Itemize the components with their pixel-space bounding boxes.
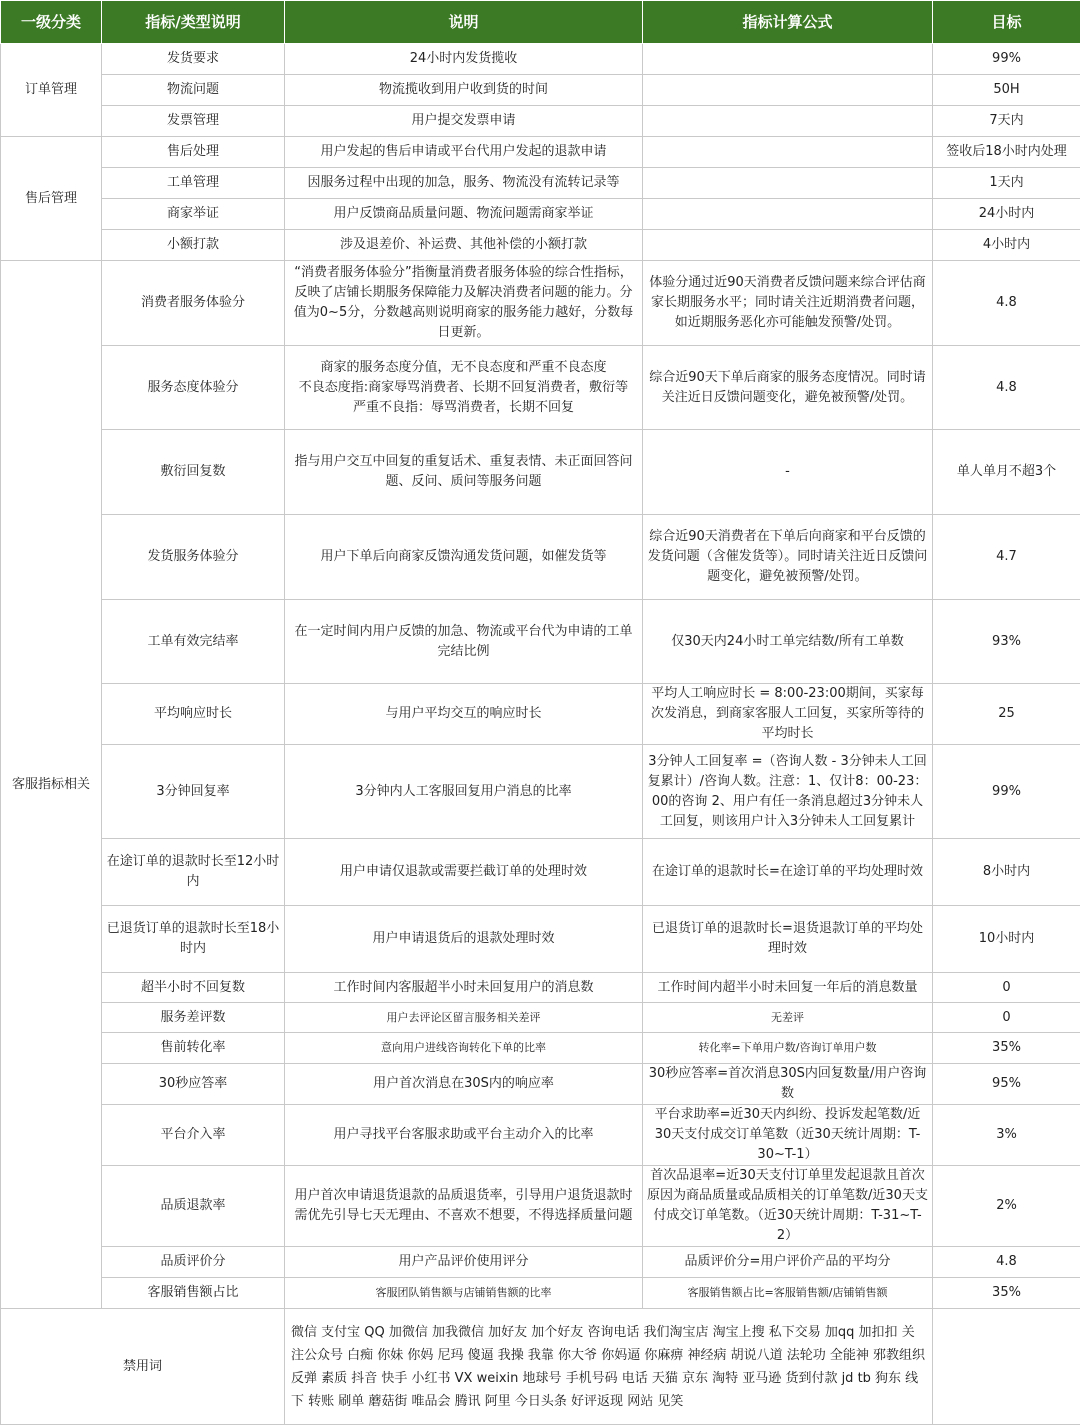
description-cell: 用户去评论区留言服务相关差评 (285, 1003, 643, 1033)
target-cell: 99% (933, 44, 1080, 75)
target-cell: 1天内 (933, 168, 1080, 199)
description-cell: 用户提交发票申请 (285, 106, 643, 137)
banned-target-empty (933, 1309, 1080, 1425)
description-cell: 用户反馈商品质量问题、物流问题需商家举证 (285, 199, 643, 230)
formula-cell: 平均人工响应时长 = 8:00-23:00期间，买家每次发消息，到商家客服人工回复，买家所等待的平均时长 (643, 684, 933, 745)
description-cell: 用户寻找平台客服求助或平台主动介入的比率 (285, 1105, 643, 1166)
formula-cell: 在途订单的退款时长=在途订单的平均处理时效 (643, 839, 933, 906)
description-cell: 用户产品评价使用评分 (285, 1247, 643, 1278)
table-row (1, 75, 1080, 106)
target-cell: 单人单月不超3个 (933, 430, 1080, 515)
banned-words-row (1, 1309, 1080, 1425)
metric-name-cell: 物流问题 (102, 75, 285, 106)
description-cell: 用户下单后向商家反馈沟通发货问题，如催发货等 (285, 515, 643, 600)
formula-cell (643, 75, 933, 106)
table-row (1, 168, 1080, 199)
formula-cell: 平台求助率=近30天内纠纷、投诉发起笔数/近30天支付成交订单笔数（近30天统计周期：T-30~T-1） (643, 1105, 933, 1166)
table-row (1, 600, 1080, 684)
formula-cell: 综合近90天下单后商家的服务态度情况。同时请关注近日反馈问题变化，避免被预警/处罚。 (643, 346, 933, 430)
metric-name-cell: 平均响应时长 (102, 684, 285, 745)
target-cell: 4.7 (933, 515, 1080, 600)
table-row (1, 906, 1080, 973)
table-row (1, 839, 1080, 906)
header-target: 目标 (933, 1, 1080, 44)
description-cell: 用户申请仅退款或需要拦截订单的处理时效 (285, 839, 643, 906)
metric-name-cell: 敷衍回复数 (102, 430, 285, 515)
metric-name-cell: 客服销售额占比 (102, 1278, 285, 1309)
target-cell: 10小时内 (933, 906, 1080, 973)
formula-cell (643, 230, 933, 261)
target-cell: 4.8 (933, 261, 1080, 346)
table-row (1, 137, 1080, 168)
table-row (1, 1064, 1080, 1105)
category-cell: 售后管理 (1, 137, 102, 261)
target-cell: 95% (933, 1064, 1080, 1105)
formula-cell: - (643, 430, 933, 515)
formula-cell: 3分钟人工回复率 =（咨询人数 - 3分钟未人工回复累计）/咨询人数。注意：1、仅计8：00-23：00的咨询 2、用户有任一条消息超过3分钟未人工回复，则该用户计入3分钟未人工回复累计 (643, 745, 933, 839)
formula-cell: 转化率=下单用户数/咨询订单用户数 (643, 1033, 933, 1064)
formula-cell (643, 168, 933, 199)
table-row (1, 515, 1080, 600)
table-row (1, 1003, 1080, 1033)
header-description: 说明 (285, 1, 643, 44)
target-cell: 35% (933, 1033, 1080, 1064)
banned-words-text: 微信 支付宝 QQ 加微信 加我微信 加好友 加个好友 咨询电话 我们淘宝店 淘宝上搜 私下交易 加qq 加扣扣 关注公众号 白痴 你妹 你妈 尼玛 傻逼 我操 我靠 你大爷 你妈逼 你麻痹 神经病 胡说八道 法轮功 全能神 邪教组织 反弹 素质 抖音 快手 小红书 VX weixin 地球号 手机号码 电话 天猫 京东 淘特 亚马逊 货到付款 jd tb 狗东 线下 转账 刷单 蘑菇街 唯品会 腾讯 阿里 今日头条 好评返现 网站 见笑 (285, 1309, 933, 1425)
category-cell: 订单管理 (1, 44, 102, 137)
description-cell: 意向用户进线咨询转化下单的比率 (285, 1033, 643, 1064)
metric-name-cell: 服务态度体验分 (102, 346, 285, 430)
table-row (1, 684, 1080, 745)
formula-cell (643, 199, 933, 230)
formula-cell: 已退货订单的退款时长=退货退款订单的平均处理时效 (643, 906, 933, 973)
description-cell: 客服团队销售额与店铺销售额的比率 (285, 1278, 643, 1309)
target-cell: 2% (933, 1166, 1080, 1247)
description-cell: 与用户平均交互的响应时长 (285, 684, 643, 745)
metric-name-cell: 发货要求 (102, 44, 285, 75)
formula-cell: 体验分通过近90天消费者反馈问题来综合评估商家长期服务水平；同时请关注近期消费者问题，如近期服务恶化亦可能触发预警/处罚。 (643, 261, 933, 346)
target-cell: 24小时内 (933, 199, 1080, 230)
metric-name-cell: 工单有效完结率 (102, 600, 285, 684)
description-cell: 24小时内发货揽收 (285, 44, 643, 75)
target-cell: 99% (933, 745, 1080, 839)
metric-name-cell: 发货服务体验分 (102, 515, 285, 600)
table-row (1, 745, 1080, 839)
table-row (1, 346, 1080, 430)
description-cell: “消费者服务体验分”指衡量消费者服务体验的综合性指标，反映了店铺长期服务保障能力及解决消费者问题的能力。分值为0~5分，分数越高则说明商家的服务能力越好，分数每日更新。 (285, 261, 643, 346)
metric-name-cell: 服务差评数 (102, 1003, 285, 1033)
metric-name-cell: 品质退款率 (102, 1166, 285, 1247)
description-cell: 用户申请退货后的退款处理时效 (285, 906, 643, 973)
table-row (1, 261, 1080, 346)
target-cell: 93% (933, 600, 1080, 684)
table-row (1, 230, 1080, 261)
description-cell: 用户发起的售后申请或平台代用户发起的退款申请 (285, 137, 643, 168)
table-row (1, 1033, 1080, 1064)
target-cell: 4.8 (933, 346, 1080, 430)
formula-cell: 30秒应答率=首次消息30S内回复数量/用户咨询数 (643, 1064, 933, 1105)
target-cell: 35% (933, 1278, 1080, 1309)
table-row (1, 1278, 1080, 1309)
metric-name-cell: 超半小时不回复数 (102, 973, 285, 1003)
metric-name-cell: 消费者服务体验分 (102, 261, 285, 346)
metric-name-cell: 商家举证 (102, 199, 285, 230)
formula-cell (643, 106, 933, 137)
target-cell: 签收后18小时内处理 (933, 137, 1080, 168)
description-cell: 物流揽收到用户收到货的时间 (285, 75, 643, 106)
header-formula: 指标计算公式 (643, 1, 933, 44)
category-cell: 客服指标相关 (1, 261, 102, 1309)
metric-name-cell: 30秒应答率 (102, 1064, 285, 1105)
table-row (1, 1105, 1080, 1166)
description-cell: 在一定时间内用户反馈的加急、物流或平台代为申请的工单完结比例 (285, 600, 643, 684)
metric-name-cell: 售前转化率 (102, 1033, 285, 1064)
description-cell: 用户首次消息在30S内的响应率 (285, 1064, 643, 1105)
metric-name-cell: 在途订单的退款时长至12小时内 (102, 839, 285, 906)
table-row (1, 44, 1080, 75)
target-cell: 0 (933, 973, 1080, 1003)
description-cell: 用户首次申请退货退款的品质退货率，引导用户退货退款时需优先引导七天无理由、不喜欢不想要，不得选择质量问题 (285, 1166, 643, 1247)
formula-cell: 品质评价分=用户评价产品的平均分 (643, 1247, 933, 1278)
table-row (1, 106, 1080, 137)
metric-name-cell: 平台介入率 (102, 1105, 285, 1166)
target-cell: 4.8 (933, 1247, 1080, 1278)
description-cell: 工作时间内客服超半小时未回复用户的消息数 (285, 973, 643, 1003)
header-row (1, 1, 1080, 44)
description-cell: 3分钟内人工客服回复用户消息的比率 (285, 745, 643, 839)
table-row (1, 1247, 1080, 1278)
table-row (1, 1166, 1080, 1247)
header-metric: 指标/类型说明 (102, 1, 285, 44)
description-cell: 涉及退差价、补运费、其他补偿的小额打款 (285, 230, 643, 261)
description-cell: 指与用户交互中回复的重复话术、重复表情、未正面回答问题、反问、质问等服务问题 (285, 430, 643, 515)
banned-label: 禁用词 (1, 1309, 285, 1425)
metric-name-cell: 3分钟回复率 (102, 745, 285, 839)
table-row (1, 973, 1080, 1003)
target-cell: 7天内 (933, 106, 1080, 137)
target-cell: 50H (933, 75, 1080, 106)
metric-name-cell: 小额打款 (102, 230, 285, 261)
formula-cell (643, 44, 933, 75)
header-category: 一级分类 (1, 1, 102, 44)
formula-cell: 仅30天内24小时工单完结数/所有工单数 (643, 600, 933, 684)
description-cell: 因服务过程中出现的加急，服务、物流没有流转记录等 (285, 168, 643, 199)
metric-name-cell: 品质评价分 (102, 1247, 285, 1278)
formula-cell: 客服销售额占比=客服销售额/店铺销售额 (643, 1278, 933, 1309)
formula-cell: 首次品退率=近30天支付订单里发起退款且首次原因为商品质量或品质相关的订单笔数/近30天支付成交订单笔数。（近30天统计周期：T-31~T-2） (643, 1166, 933, 1247)
table-row (1, 199, 1080, 230)
metric-name-cell: 发票管理 (102, 106, 285, 137)
metric-name-cell: 工单管理 (102, 168, 285, 199)
table-row (1, 430, 1080, 515)
metric-name-cell: 售后处理 (102, 137, 285, 168)
target-cell: 8小时内 (933, 839, 1080, 906)
target-cell: 3% (933, 1105, 1080, 1166)
formula-cell: 工作时间内超半小时未回复一年后的消息数量 (643, 973, 933, 1003)
formula-cell: 综合近90天消费者在下单后向商家和平台反馈的发货问题（含催发货等）。同时请关注近日反馈问题变化，避免被预警/处罚。 (643, 515, 933, 600)
target-cell: 25 (933, 684, 1080, 745)
formula-cell: 无差评 (643, 1003, 933, 1033)
target-cell: 0 (933, 1003, 1080, 1033)
formula-cell (643, 137, 933, 168)
metric-name-cell: 已退货订单的退款时长至18小时内 (102, 906, 285, 973)
description-cell: 商家的服务态度分值，无不良态度和严重不良态度 不良态度指:商家辱骂消费者、长期不回复消费者，敷衍等 严重不良指：辱骂消费者，长期不回复 (285, 346, 643, 430)
target-cell: 4小时内 (933, 230, 1080, 261)
